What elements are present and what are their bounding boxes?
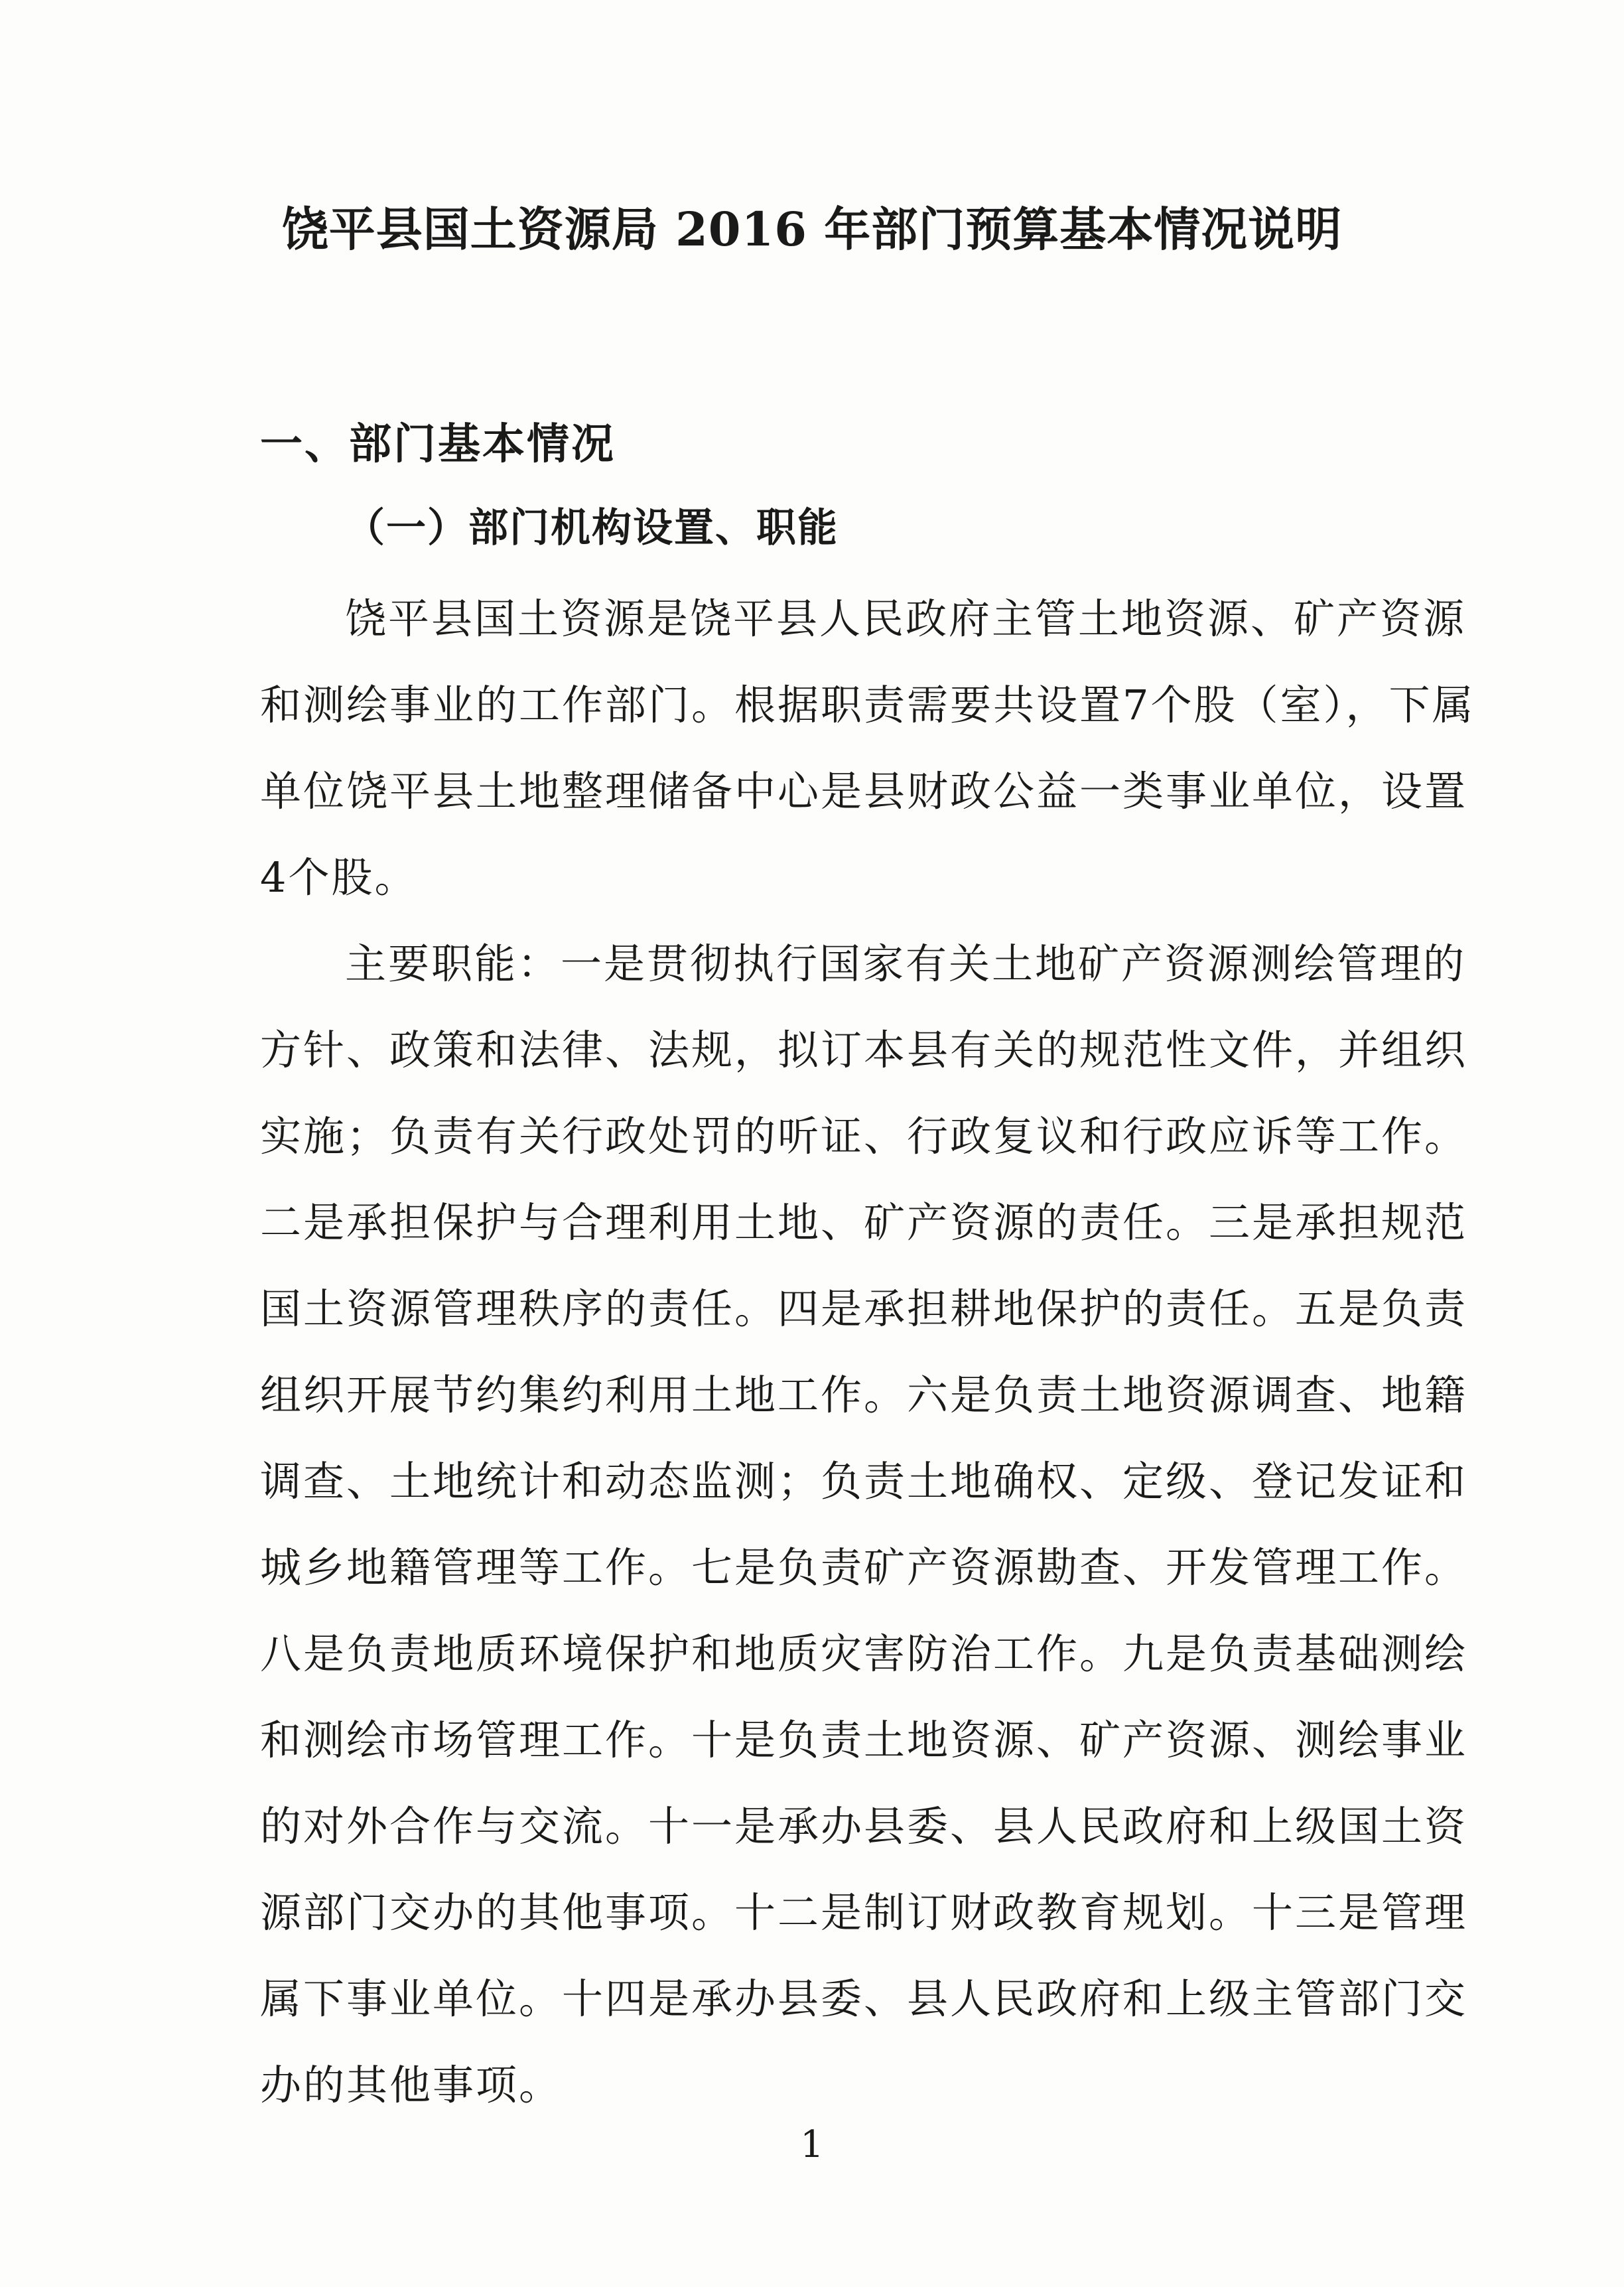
paragraph-2-line: 二是承担保护与合理利用土地、矿产资源的责任。三是承担规范: [260, 1198, 1468, 1247]
document-title: 饶平县国土资源局 2016 年部门预算基本情况说明: [281, 202, 1343, 257]
paragraph-2-line: 源部门交办的其他事项。十二是制订财政教育规划。十三是管理: [260, 1888, 1468, 1937]
body-text: [260, 576, 1475, 2128]
paragraph-2-line: 办的其他事项。: [260, 2061, 563, 2109]
paragraph-2-line: 主要职能：一是贯彻执行国家有关土地矿产资源测绘管理的: [345, 939, 1467, 988]
paragraph-2-line: 城乡地籍管理等工作。七是负责矿产资源勘查、开发管理工作。: [260, 1543, 1468, 1592]
paragraph-2-line: 的对外合作与交流。十一是承办县委、县人民政府和上级国土资: [260, 1802, 1468, 1850]
paragraph-1-line: 单位饶平县土地整理储备中心是县财政公益一类事业单位，设置: [260, 767, 1468, 815]
paragraph-2-line: 八是负责地质环境保护和地质灾害防治工作。九是负责基础测绘: [260, 1629, 1468, 1678]
paragraph-2-line: 组织开展节约集约利用土地工作。六是负责土地资源调查、地籍: [260, 1371, 1468, 1419]
paragraph-1-line: 和测绘事业的工作部门。根据职责需要共设置7个股（室），下属: [260, 681, 1475, 729]
subsection-heading: （一）部门机构设置、职能: [345, 505, 839, 551]
section-heading: 一、部门基本情况: [260, 419, 616, 469]
paragraph-2-line: 国土资源管理秩序的责任。四是承担耕地保护的责任。五是负责: [260, 1284, 1468, 1333]
paragraph-2-line: 实施；负责有关行政处罚的听证、行政复议和行政应诉等工作。: [260, 1112, 1468, 1160]
paragraph-2-line: 和测绘市场管理工作。十是负责土地资源、矿产资源、测绘事业: [260, 1716, 1468, 1764]
paragraph-1-line: 4个股。: [260, 853, 418, 902]
paragraph-2-line: 属下事业单位。十四是承办县委、县人民政府和上级主管部门交: [260, 1975, 1468, 2023]
paragraph-2-line: 调查、土地统计和动态监测；负责土地确权、定级、登记发证和: [260, 1457, 1468, 1505]
page-number: 1: [800, 2123, 824, 2166]
paragraph-2-line: 方针、政策和法律、法规，拟订本县有关的规范性文件，并组织: [260, 1026, 1468, 1074]
paragraph-1-line: 饶平县国土资源是饶平县人民政府主管土地资源、矿产资源: [345, 594, 1467, 643]
